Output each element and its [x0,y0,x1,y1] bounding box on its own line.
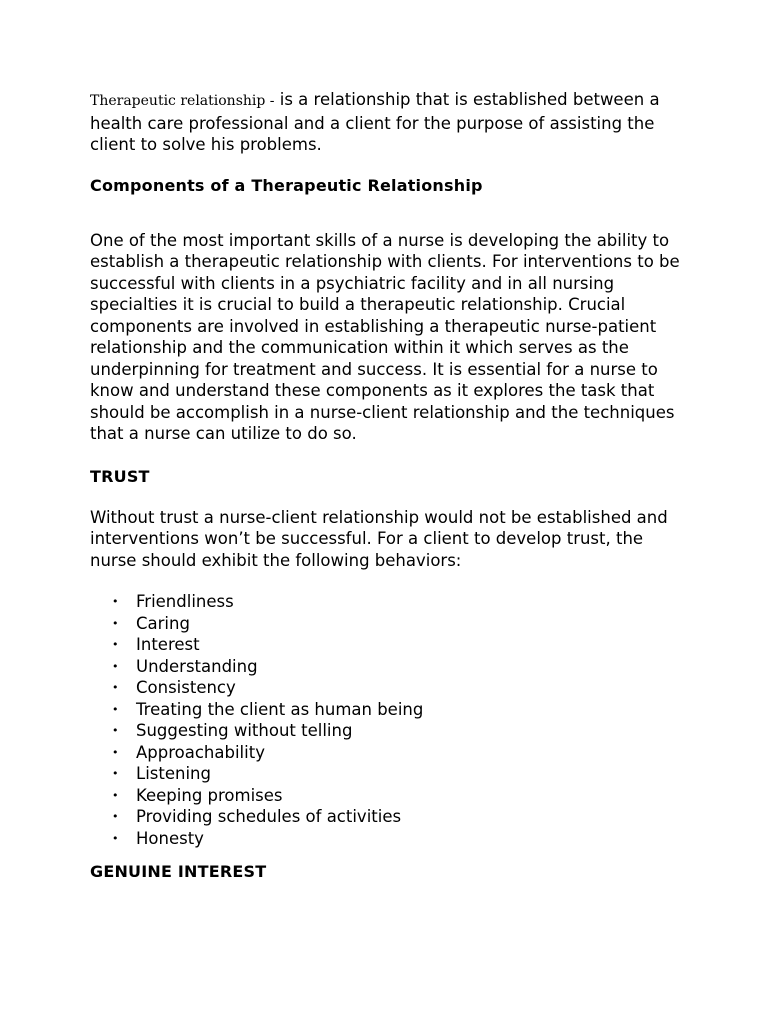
list-item [90,806,688,828]
list-item-text: Approachability [136,742,265,762]
list-item [90,785,688,807]
definition-text: is a relationship that is established between a health care professional and a client for the purpose of assisting the client to solve his problems. [90,90,660,154]
list-item [90,656,688,678]
list-item [90,591,688,613]
list-item-text: Providing schedules of activities [136,807,402,826]
bullet-icon: • [112,681,119,694]
list-item-text: Keeping promises [136,785,283,805]
list-item [90,613,688,635]
list-item-text: Friendliness [136,592,234,611]
list-item-text: Caring [136,613,190,633]
bullet-icon: • [112,724,119,737]
list-item [90,828,688,850]
bullet-icon: • [112,788,119,802]
components-heading: Components of a Therapeutic Relationship [90,175,483,195]
list-item [90,634,688,656]
list-item [90,677,688,699]
list-item [90,699,688,721]
bullet-icon: • [112,831,119,845]
bullet-icon: • [112,745,119,759]
trust-heading: TRUST [90,466,150,486]
list-item-text: Honesty [136,828,204,848]
bullet-icon: • [112,659,119,673]
bullet-icon: • [112,810,119,823]
genuine-interest-heading: GENUINE INTEREST [90,862,267,881]
definition-paragraph [90,89,688,156]
intro-paragraph: One of the most important skills of a nurse is developing the ability to establish a therapeutic relationship with clients. For interventions to be successful with clients in a psychiatric facility and in all nursing specialties it is crucial to build a therapeutic relationship. Crucial components are involved in establishing a therapeutic nurse-patient relationship and the communication within it which serves as the underpinning for treatment and success. It is essential for a nurse to know and understand these components as it explores the task that should be accomplish in a nurse-client relationship and the techniques that a nurse can utilize to do so. [90,230,680,443]
list-item [90,763,688,785]
list-item-text: Understanding [136,656,258,676]
definition-term: Therapeutic relationship - [90,93,275,109]
bullet-icon: • [112,702,119,716]
list-item [90,720,688,742]
bullet-icon: • [112,638,119,651]
trust-paragraph: Without trust a nurse-client relationship would not be established and interventions won’t be successful. For a client to develop trust, the nurse should exhibit the following behaviors: [90,507,668,570]
list-item-text: Suggesting without telling [136,721,353,740]
bullet-icon: • [112,616,119,630]
list-item-text: Interest [136,635,200,654]
list-item-text: Listening [136,764,211,783]
list-item-text: Treating the client as human being [136,699,424,719]
list-item [90,742,688,764]
trust-behaviors-list [90,591,688,849]
list-item-text: Consistency [136,678,236,697]
bullet-icon: • [112,595,119,608]
bullet-icon: • [112,767,119,780]
